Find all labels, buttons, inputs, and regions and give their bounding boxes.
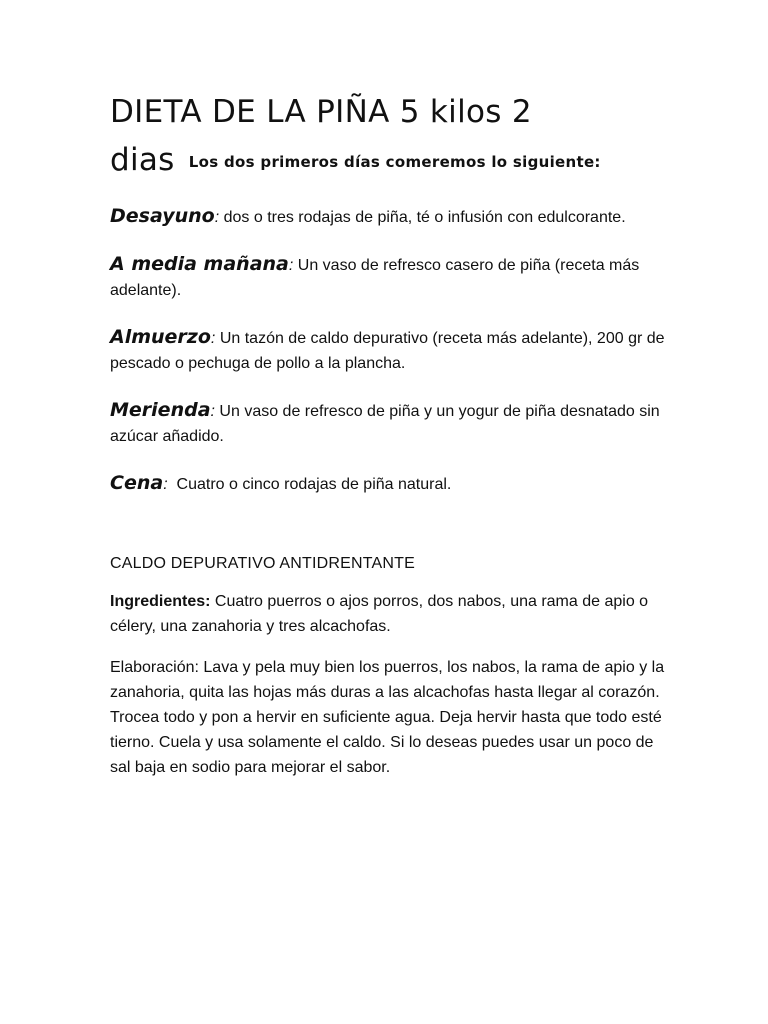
meal-text: Cuatro o cinco rodajas de piña natural. [167,476,452,493]
title-subtitle: Los dos primeros días comeremos lo siguiente: [188,153,601,171]
recipe-elaboration: Elaboración: Lava y pela muy bien los puerros, los nabos, la rama de apio y la zanahoria, quita las hojas más duras a las alcachofas hasta llegar al corazón. Trocea todo y pon a hervir en suficiente agua. Deja hervir hasta que todo esté tierno. Cuela y usa solamente el caldo. Si lo deseas puedes usar un poco de sal baja en sodio para mejorar el sabor. [110,659,665,776]
meal-colon: : [288,257,294,274]
meal-desayuno [110,204,670,230]
meal-almuerzo [110,325,670,376]
meal-media-manana [110,252,670,303]
meal-merienda [110,398,670,449]
meal-colon: : [214,209,220,226]
meal-name: A media mañana [110,253,289,275]
meal-name: Almuerzo [110,326,211,348]
meal-colon: : [210,330,216,347]
ingredients-text: Cuatro puerros o ajos porros, dos nabos, una rama de apio o célery, una zanahoria y tres alcachofas. [110,593,649,635]
title-main: DIETA DE LA PIÑA 5 kilos 2 [110,94,532,130]
meal-text: dos o tres rodajas de piña, té o infusión con edulcorante. [219,209,626,226]
recipe-heading: CALDO DEPURATIVO ANTIDRENTANTE [110,555,415,572]
recipe-ingredients [110,589,670,639]
meal-text: Un tazón de caldo depurativo (receta más adelante), 200 gr de pescado o pechuga de pollo a la plancha. [110,330,665,372]
title-second-word: dias [110,142,175,178]
meal-name: Cena [110,472,164,494]
meal-name: Merienda [110,399,211,421]
meal-colon: : [163,476,168,493]
meal-cena [110,471,670,497]
ingredients-label: Ingredientes: [110,593,211,610]
meal-colon: : [210,403,215,420]
page-title [110,88,670,186]
meal-text: Un vaso de refresco casero de piña (receta más adelante). [110,257,640,299]
document-page [110,88,670,780]
title-second-line [110,136,670,186]
meal-text: Un vaso de refresco de piña y un yogur de piña desnatado sin azúcar añadido. [110,403,660,445]
meal-name: Desayuno [110,205,215,227]
